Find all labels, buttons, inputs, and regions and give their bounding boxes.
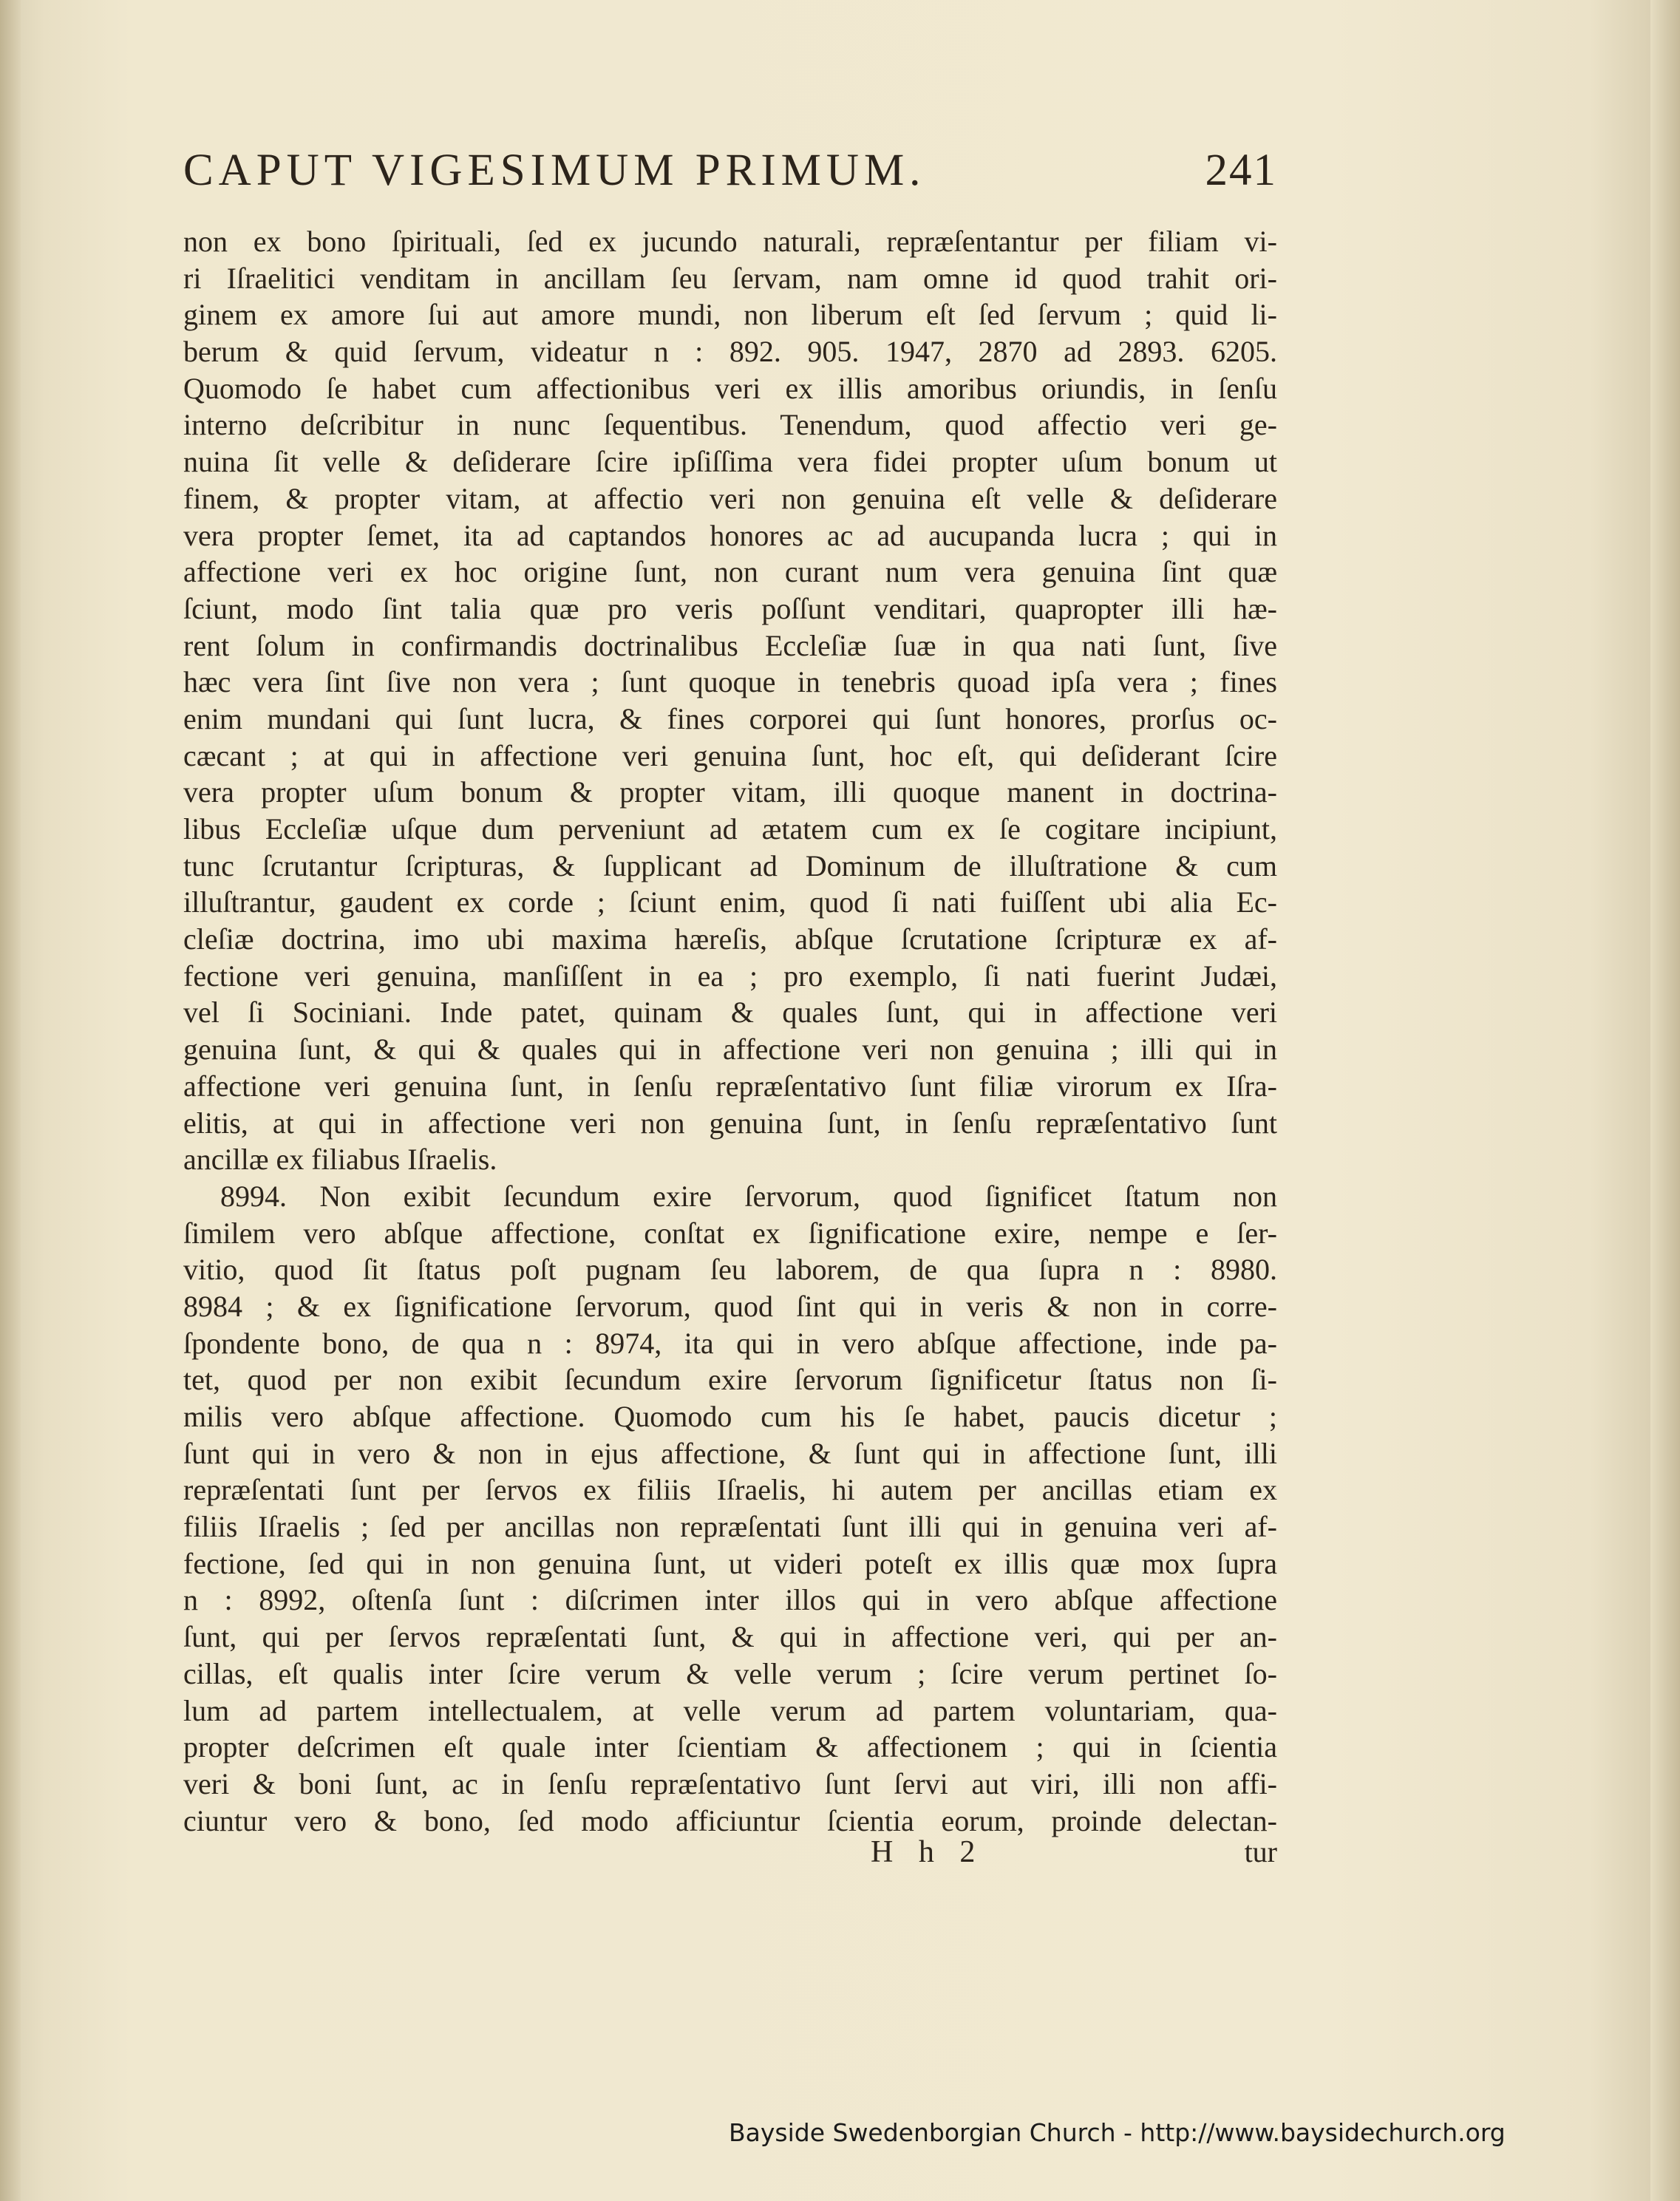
text-line: ſciunt, modo ſint talia quæ pro veris poſſunt venditari, quapropter illi hæ- bbox=[183, 591, 1277, 625]
text-line: propter deſcrimen eſt quale inter ſcientiam & affectionem ; qui in ſcientia bbox=[183, 1730, 1277, 1764]
text-line: libus Eccleſiæ uſque dum perveniunt ad ætatem cum ex ſe cogitare incipiunt, bbox=[183, 812, 1277, 846]
text-line: finem, & propter vitam, at affectio veri non genuina eſt velle & deſiderare bbox=[183, 481, 1277, 515]
text-line: vitio, quod ſit ſtatus poſt pugnam ſeu laborem, de qua ſupra n : 8980. bbox=[183, 1253, 1277, 1287]
text-line: berum & quid ſervum, videatur n : 892. 905. 1947, 2870 ad 2893. 6205. bbox=[183, 335, 1277, 369]
watermark-credit: Bayside Swedenborgian Church - http://www.baysidechurch.org bbox=[729, 2118, 1506, 2147]
text-line: ſimilem vero abſque affectione, conſtat ex ſignificatione exire, nempe e ſer- bbox=[183, 1216, 1277, 1250]
text-line: fectione veri genuina, manſiſſent in ea ; pro exemplo, ſi nati fuerint Judæi, bbox=[183, 959, 1277, 993]
text-line: Quomodo ſe habet cum affectionibus veri ex illis amoribus oriundis, in ſenſu bbox=[183, 371, 1277, 405]
text-line: vel ſi Sociniani. Inde patet, quinam & quales ſunt, qui in affectione veri bbox=[183, 996, 1277, 1030]
text-line: nuina ſit velle & deſiderare ſcire ipſiſſima vera fidei propter uſum bonum ut bbox=[183, 445, 1277, 479]
text-line: hæc vera ſint ſive non vera ; ſunt quoque in tenebris quoad ipſa vera ; fines bbox=[183, 665, 1277, 699]
text-line: ciuntur vero & bono, ſed modo afficiuntur ſcientia eorum, proinde delectan- bbox=[183, 1803, 1277, 1837]
text-line: affectione veri ex hoc origine ſunt, non curant num vera genuina ſint quæ bbox=[183, 555, 1277, 589]
text-line: milis vero abſque affectione. Quomodo cum his ſe habet, paucis dicetur ; bbox=[183, 1400, 1277, 1433]
text-line: elitis, at qui in affectione veri non genuina ſunt, in ſenſu repræſentativo ſunt bbox=[183, 1106, 1277, 1140]
text-line: veri & boni ſunt, ac in ſenſu repræſentativo ſunt ſervi aut viri, illi non affi- bbox=[183, 1766, 1277, 1800]
text-line: non ex bono ſpirituali, ſed ex jucundo naturali, repræſentantur per filiam vi- bbox=[183, 225, 1277, 258]
paragraph-end-line: ancillæ ex filiabus Iſraelis. bbox=[183, 1143, 497, 1177]
page-right-edge bbox=[1650, 0, 1680, 2201]
running-title: CAPUT VIGESIMUM PRIMUM. bbox=[183, 146, 926, 195]
text-line: ri Iſraelitici venditam in ancillam ſeu ſervam, nam omne id quod trahit ori- bbox=[183, 261, 1277, 295]
catchword: tur bbox=[1244, 1835, 1277, 1868]
text-line: filiis Iſraelis ; ſed per ancillas non repræſentati ſunt illi qui in genuina veri af- bbox=[183, 1510, 1277, 1544]
running-head bbox=[183, 145, 1277, 197]
text-line: fectione, ſed qui in non genuina ſunt, ut videri poteſt ex illis quæ mox ſupra bbox=[183, 1546, 1277, 1580]
text-line: n : 8992, oſtenſa ſunt : diſcrimen inter illos qui in vero abſque affectione bbox=[183, 1583, 1277, 1617]
text-line: rent ſolum in confirmandis doctrinalibus Eccleſiæ ſuæ in qua nati ſunt, ſive bbox=[183, 628, 1277, 662]
text-line: ſunt qui in vero & non in ejus affectione, & ſunt qui in affectione ſunt, illi bbox=[183, 1436, 1277, 1470]
text-line: illuſtrantur, gaudent ex corde ; ſciunt enim, quod ſi nati fuiſſent ubi alia Ec- bbox=[183, 885, 1277, 919]
text-line: ſunt, qui per ſervos repræſentati ſunt, & qui in affectione veri, qui per an- bbox=[183, 1620, 1277, 1654]
paragraph-8994-first-line: 8994. Non exibit ſecundum exire ſervorum, quod ſignificet ſtatum non bbox=[220, 1179, 1277, 1213]
text-line: enim mundani qui ſunt lucra, & fines corporei qui ſunt honores, prorſus oc- bbox=[183, 701, 1277, 735]
signature-mark: H h 2 bbox=[871, 1835, 984, 1869]
text-block bbox=[183, 223, 1277, 1839]
text-line: genuina ſunt, & qui & quales qui in affectione veri non genuina ; illi qui in bbox=[183, 1033, 1277, 1067]
text-line: ginem ex amore ſui aut amore mundi, non liberum eſt ſed ſervum ; quid li- bbox=[183, 298, 1277, 332]
page-left-edge bbox=[0, 0, 21, 2201]
text-line: 8984 ; & ex ſignificatione ſervorum, quod ſint qui in veris & non in corre- bbox=[183, 1289, 1277, 1323]
text-line: vera propter ſemet, ita ad captandos honores ac ad aucupanda lucra ; qui in bbox=[183, 518, 1277, 552]
text-line: tunc ſcrutantur ſcripturas, & ſupplicant ad Dominum de illuſtratione & cum bbox=[183, 848, 1277, 882]
text-line: repræſentati ſunt per ſervos ex filiis Iſraelis, hi autem per ancillas etiam ex bbox=[183, 1473, 1277, 1507]
text-line: cæcant ; at qui in affectione veri genuina ſunt, hoc eſt, qui deſiderant ſcire bbox=[183, 738, 1277, 772]
text-line: interno deſcribitur in nunc ſequentibus. Tenendum, quod affectio veri ge- bbox=[183, 408, 1277, 442]
page-footer bbox=[183, 1834, 1277, 1879]
text-line: affectione veri genuina ſunt, in ſenſu repræſentativo ſunt filiæ virorum ex Iſra- bbox=[183, 1069, 1277, 1103]
text-line: ſpondente bono, de qua n : 8974, ita qui in vero abſque affectione, inde pa- bbox=[183, 1326, 1277, 1360]
text-line: cleſiæ doctrina, imo ubi maxima hæreſis, abſque ſcrutatione ſcripturæ ex af- bbox=[183, 922, 1277, 956]
text-line: lum ad partem intellectualem, at velle verum ad partem voluntariam, qua- bbox=[183, 1693, 1277, 1727]
text-line: cillas, eſt qualis inter ſcire verum & velle verum ; ſcire verum pertinet ſo- bbox=[183, 1656, 1277, 1690]
text-line: vera propter uſum bonum & propter vitam, illi quoque manent in doctrina- bbox=[183, 775, 1277, 809]
page-number: 241 bbox=[1205, 146, 1277, 195]
text-line: tet, quod per non exibit ſecundum exire ſervorum ſignificetur ſtatus non ſi- bbox=[183, 1363, 1277, 1397]
